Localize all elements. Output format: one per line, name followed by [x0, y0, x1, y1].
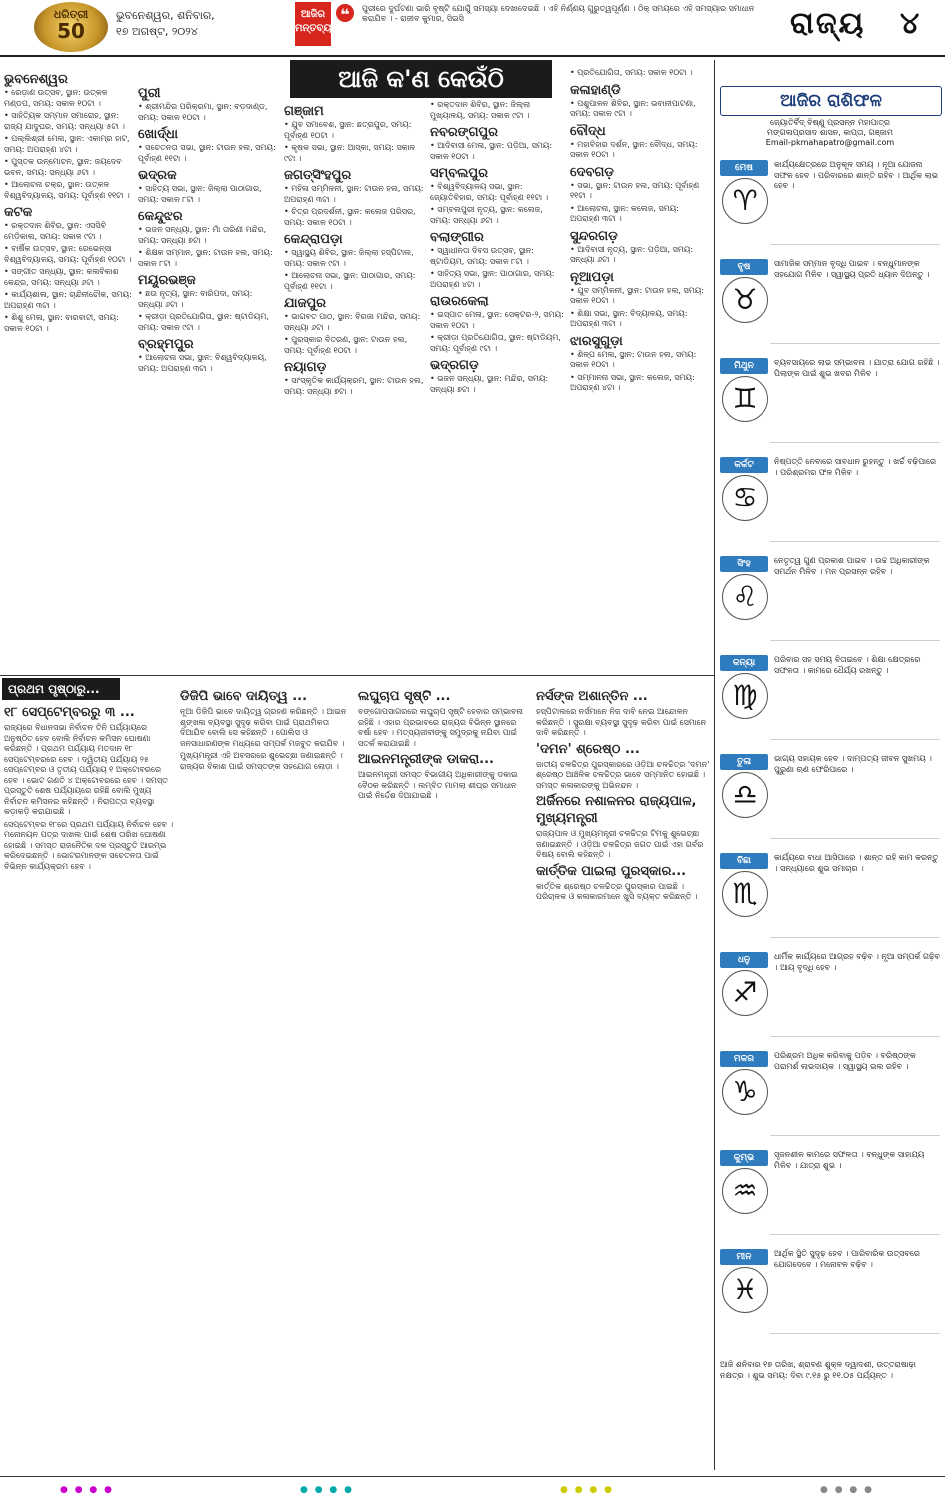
story-body: ରାଜ୍ୟପାଳ ଓ ମୁଖ୍ୟମନ୍ତ୍ରୀ ଚଳଚ୍ଚିତ୍ର ଟିମକୁ ଶୁଭେଚ୍ଛା ଜଣାଇଛନ୍ତି । ଓଡ଼ିଆ ଚଳଚ୍ଚିତ୍ର ଜଗତ ପାଇଁ ଏହା ଗର୍ବର ବିଷୟ ବୋଲି କହିଛନ୍ତି । — [536, 829, 704, 859]
rashi-divider — [770, 937, 940, 938]
rashi-text: ଭାଗ୍ୟ ସହାୟକ ହେବ । ଦାମ୍ପତ୍ୟ ଜୀବନ ସୁଖମୟ । ପୁରୁଣା ଋଣ ଫେରିପାରେ । — [774, 754, 932, 774]
city-heading: ସମ୍ବଲପୁର — [430, 166, 488, 181]
rashi-divider — [770, 640, 940, 641]
masthead — [0, 0, 945, 57]
city-heading: କେନ୍ଦ୍ରାପଡ଼ା — [284, 232, 343, 247]
rashi-divider — [770, 1333, 940, 1334]
event-item: • ମହାବିହାର ଦର୍ଶନ, ସ୍ଥାନ: ବୌଦ୍ଧ, ସମୟ: ସକାଳ ୧୦ଟା । — [570, 139, 698, 159]
rashi-entry — [720, 160, 940, 245]
rashi-name: ମୀନ — [720, 1249, 768, 1265]
event-item: • କ୍ରୀଡ଼ା ପ୍ରତିଯୋଗିତା, ସ୍ଥାନ: ଷ୍ଟାଡିୟମ, ସମୟ: ପୂର୍ବାହ୍ଣ ୯ଟା । — [430, 333, 561, 353]
rashi-entry — [720, 556, 940, 641]
city-heading: ବ୍ରହ୍ମପୁର — [138, 337, 194, 352]
rashi-name: ବିଛା — [720, 853, 768, 869]
city-heading: ବଲାଙ୍ଗୀର — [430, 230, 484, 245]
quote-icon: ❝ — [336, 4, 354, 22]
rashi-entry — [720, 1249, 940, 1334]
registration-dots: ● ● ● ● — [820, 1485, 874, 1495]
rashi-entry — [720, 853, 940, 938]
panchang-text: ଆଜି ଶନିବାର ୧୭ ତାରିଖ, ଶ୍ରାବଣ ଶୁକ୍ଳ ଦ୍ୱାଦଶୀ, ଉତ୍ତରାଷାଢ଼ା ନକ୍ଷତ୍ର । ଶୁଭ ସମୟ: ଦିବା ୯.୧୫ ରୁ ୧୧.୦୫ ପର୍ଯ୍ୟନ୍ତ । — [720, 1360, 916, 1380]
newspaper-logo — [34, 2, 108, 52]
rashi-entry — [720, 754, 940, 839]
rashi-divider — [770, 541, 940, 542]
rashi-entry — [720, 358, 940, 443]
rashi-name: ମକର — [720, 1051, 768, 1067]
event-item: • ମହିଳା ସମ୍ମିଳନୀ, ସ୍ଥାନ: ଟାଉନ ହଲ, ସମୟ: ଅପରାହ୍ଣ ୩ଟା । — [284, 184, 424, 204]
event-item: • କାର୍ଯ୍ୟଶାଳା, ସ୍ଥାନ: ଚାନ୍ଦିନୀଚୌକ, ସମୟ: ଅପରାହ୍ଣ ୩ଟା । — [4, 290, 132, 310]
event-item: • ପଶୁପାଳନ ଶିବିର, ସ୍ଥାନ: ଭବାନୀପାଟଣା, ସମୟ: ସକାଳ ୯ଟା । — [570, 98, 696, 118]
story-title: ଡିଜିପି ଭାବେ ଦାୟିତ୍ୱ ... — [180, 689, 308, 704]
page-footer — [0, 1476, 945, 1498]
rashi-text: କାର୍ଯ୍ୟରେ ବାଧା ଆସିପାରେ । ଶାନ୍ତ ରହି କାମ କରନ୍ତୁ । ସନ୍ଧ୍ୟାରେ ଶୁଭ ସମାଚାର । — [774, 853, 939, 873]
city-heading: ଗଞ୍ଜାମ — [284, 104, 324, 119]
front-page-continued-label: ପ୍ରଥମ ପୃଷ୍ଠାରୁ... — [2, 678, 120, 700]
story-body: ନୂଆ ଡିଜିପି ଭାବେ ଦାୟିତ୍ୱ ଗ୍ରହଣ କରିଛନ୍ତି । ଆଇନ ଶୃଙ୍ଖଳା ବ୍ୟବସ୍ଥା ସୁଦୃଢ଼ କରିବା ପାଇଁ ପ୍ରାଥମିକତା ଦିଆଯିବ ବୋଲି ସେ କହିଛନ୍ତି । ପୋଲିସ ଓ ଜନସାଧାରଣଙ୍କ ମଧ୍ୟରେ ସମ୍ପର୍କ ମଜବୁତ କରାଯିବ । — [180, 707, 347, 748]
daily-quote: ପୁରୀରେ ଦୁର୍ଘଟଣା ଭାରି ବୃଷ୍ଟି ଯୋଗୁଁ ସମସ୍ୟା ଦେଖାଦେଇଛି । ଏହି ନିର୍ଣ୍ଣୟ ଗୁରୁତ୍ୱପୂର୍ଣ୍ଣ । ଠିକ୍ ସମୟରେ ଏହି ସମସ୍ୟାର ସମାଧାନ କରାଯିବ । - ରାଜୀବ କୁମାର, ସିଇସି — [362, 4, 755, 23]
story-body: କାର୍ତ୍ତିକ ଶ୍ରେଷ୍ଠ ଚଳଚ୍ଚିତ୍ର ପୁରସ୍କାର ପାଇଛି । ପରିଚାଳକ ଓ କଳାକାରମାନେ ଖୁସି ବ୍ୟକ୍ତ କରିଛନ୍ତି । — [536, 881, 698, 901]
event-item: • ବିଶ୍ୱବିଦ୍ୟାଳୟ ସଭା, ସ୍ଥାନ: ଜ୍ୟୋତିବିହାର, ସମୟ: ପୂର୍ବାହ୍ଣ ୧୧ଟା । — [430, 182, 549, 202]
zodiac-icon: ♒ — [722, 1168, 768, 1214]
event-item: • ଆଦିବାସୀ ନୃତ୍ୟ, ସ୍ଥାନ: ପଡ଼ିଆ, ସମୟ: ସନ୍ଧ୍ୟା ୬ଟା । — [570, 244, 694, 264]
rashi-entry — [720, 952, 940, 1037]
zodiac-icon: ♐ — [722, 970, 768, 1016]
story-title: ନର୍ସଙ୍କ ଅଶାନ୍ତିନ ... — [536, 689, 648, 704]
story-title: ଆଇନମନ୍ତ୍ରୀଙ୍କ ଡାକରା... — [358, 752, 494, 767]
event-item: • ରକ୍ତଦାନ ଶିବିର, ସ୍ଥାନ: ଜିଲ୍ଲା ମୁଖ୍ୟାଳୟ, ସମୟ: ସକାଳ ୯ଟା । — [430, 100, 531, 120]
rashi-text: ସାମାଜିକ ସମ୍ମାନ ବୃଦ୍ଧି ପାଇବ । ବନ୍ଧୁମାନଙ୍କ ସହଯୋଗ ମିଳିବ । ସ୍ୱାସ୍ଥ୍ୟ ପ୍ରତି ଧ୍ୟାନ ଦିଅନ୍ତୁ । — [774, 259, 930, 279]
rashi-entry — [720, 259, 940, 344]
rashi-divider — [770, 1135, 940, 1136]
event-item: • ସଭା, ସ୍ଥାନ: ଟାଉନ ହଲ, ସମୟ: ପୂର୍ବାହ୍ଣ ୧୧ଟା । — [570, 180, 700, 200]
story-title: ଲଘୁଚାପ ସୃଷ୍ଟି ... — [358, 689, 451, 704]
story-body: ବଙ୍ଗୋପସାଗରରେ ଲଘୁଚାପ ସୃଷ୍ଟି ହେବାର ସମ୍ଭାବନା ରହିଛି । ଏହାର ପ୍ରଭାବରେ ରାଜ୍ୟର ବିଭିନ୍ନ ସ୍ଥାନରେ ବର୍ଷା ହେବ । ମତ୍ସ୍ୟଜୀବୀଙ୍କୁ ସମୁଦ୍ରକୁ ନଯିବା ପାଇଁ ସତର୍କ କରାଯାଇଛି । — [358, 707, 523, 748]
event-item: • ଛଉ ନୃତ୍ୟ, ସ୍ଥାନ: ବାରିପଦା, ସମୟ: ସନ୍ଧ୍ୟା ୬ଟା । — [138, 289, 253, 309]
events-column-4 — [430, 100, 564, 672]
front-column-2 — [180, 686, 352, 1472]
event-item: • ପୁରସ୍କାର ବିତରଣ, ସ୍ଥାନ: ଟାଉନ ହଲ, ସମୟ: ପୂର୍ବାହ୍ଣ ୧୦ଟା । — [284, 335, 408, 355]
dateline — [116, 8, 215, 40]
rashi-name: ସିଂହ — [720, 556, 768, 572]
registration-dots: ● ● ● ● — [300, 1485, 354, 1495]
section-rule — [0, 675, 714, 676]
city-heading: ନୟାଗଡ଼ — [284, 360, 327, 375]
event-item: • ସାହିତ୍ୟ ସଭା, ସ୍ଥାନ: ଜିଲ୍ଲା ପାଠାଗାର, ସମୟ: ସକାଳ ୮ଟା । — [138, 184, 262, 204]
city-heading: ଭୁବନେଶ୍ୱର — [4, 72, 68, 87]
zodiac-icon: ♏ — [722, 871, 768, 917]
column-rule — [714, 60, 715, 1470]
event-item: • ଆଲୋଚନା, ସ୍ଥାନ: କଲେଜ, ସମୟ: ଅପରାହ୍ଣ ୩ଟା । — [570, 203, 679, 223]
events-column-3 — [284, 100, 424, 672]
event-item: • ଆଲୋଚନା ସଭା, ସ୍ଥାନ: ପାଠାଗାର, ସମୟ: ପୂର୍ବାହ୍ଣ ୧୧ଟା । — [284, 271, 416, 291]
event-item: • ଆଲୋଚନା ସଭା, ସ୍ଥାନ: ବିଶ୍ୱବିଦ୍ୟାଳୟ, ସମୟ: ଅପରାହ୍ଣ ୩ଟା । — [138, 353, 267, 373]
zodiac-icon: ♉ — [722, 277, 768, 323]
event-item: • ଚିତ୍ର ପ୍ରଦର୍ଶନୀ, ସ୍ଥାନ: କଲେଜ ପରିସର, ସମୟ: ସକାଳ ୧୦ଟା । — [284, 207, 416, 227]
event-item: • ସମ୍ବଲପୁରୀ ନୃତ୍ୟ, ସ୍ଥାନ: କଲେଜ, ସମୟ: ସନ୍ଧ୍ୟା ୬ଟା । — [430, 205, 543, 225]
front-column-4 — [536, 686, 710, 1472]
event-item: • ସାହିତ୍ୟିକ ସମ୍ମାନ ସମାରୋହ, ସ୍ଥାନ: ରାଜ୍ୟ ଯାଦୁଘର, ସମୟ: ସନ୍ଧ୍ୟା ୫ଟା । — [4, 111, 125, 131]
rashi-text: କାର୍ଯ୍ୟକ୍ଷେତ୍ରରେ ଅନୁକୂଳ ସମୟ । ନୂଆ ଯୋଜନା ସଫଳ ହେବ । ପରିବାରରେ ଶାନ୍ତି ରହିବ । ଆର୍ଥିକ ଲାଭ ହେବ । — [774, 160, 939, 190]
zodiac-icon: ♑ — [722, 1069, 768, 1115]
events-banner: ଆଜି କ'ଣ କେଉଁଠି — [290, 60, 552, 98]
rashi-text: ନିଷ୍ପତ୍ତି ନେବାରେ ସାବଧାନ ରୁହନ୍ତୁ । ଖର୍ଚ୍ଚ ବଢ଼ିପାରେ । ପରିଶ୍ରମର ଫଳ ମିଳିବ । — [774, 457, 937, 477]
city-heading: ଭଦ୍ରଗଡ଼ — [430, 358, 479, 373]
rashi-name: ତୁଳା — [720, 754, 768, 770]
events-column-5 — [570, 68, 710, 673]
astrologer-name: ଜ୍ୟୋତିର୍ବିଦ୍ ବିଷ୍ଣୁ ପ୍ରସନ୍ନ ମହାପାତ୍ର — [770, 118, 890, 127]
rashi-entry — [720, 655, 940, 740]
zodiac-icon: ♎ — [722, 772, 768, 818]
event-item: • କ୍ରୀଡ଼ା ପ୍ରତିଯୋଗିତା, ସ୍ଥାନ: ଷ୍ଟାଡିୟମ, ସମୟ: ସକାଳ ୯ଟା । — [138, 312, 269, 332]
story-body: ରାଜ୍ୟରେ ବିଧାନସଭା ନିର୍ବାଚନ ତିନି ପର୍ଯ୍ୟାୟରେ ଅନୁଷ୍ଠିତ ହେବ ବୋଲି ନିର୍ବାଚନ କମିସନ ଘୋଷଣା କରିଛନ୍ତି । ପ୍ରଥମ ପର୍ଯ୍ୟାୟ ମତଦାନ ୧୮ ସେପ୍ଟେମ୍ବରରେ ହେବ । ଦ୍ୱିତୀୟ ପର୍ଯ୍ୟାୟ ୨୫ ସେପ୍ଟେମ୍ବର ଓ ତୃତୀୟ ପର୍ଯ୍ୟାୟ ୧ ଅକ୍ଟୋବରରେ ହେବ । ଭୋଟ ଗଣତି ୪ ଅକ୍ଟୋବରରେ ହେବ । ସମସ୍ତ ପ୍ରସ୍ତୁତି ଶେଷ ପର୍ଯ୍ୟାୟରେ ରହିଛି ବୋଲି ମୁଖ୍ୟ ନିର୍ବାଚନ କମିସନର କହିଛନ୍ତି । ନିରାପତ୍ତା ବ୍ୟବସ୍ଥା କଡ଼ାକଡ଼ି କରାଯାଇଛି । — [4, 723, 168, 816]
rashi-text: ପରିବାର ସହ ସମୟ ବିତାଇବେ । ଶିକ୍ଷା କ୍ଷେତ୍ରରେ ସଫଳତା । କାମରେ ଧୈର୍ଯ୍ୟ ରଖନ୍ତୁ । — [774, 655, 921, 675]
rashi-divider — [770, 343, 940, 344]
story-title: ୧୮ ସେପ୍ଟେମ୍ବରରୁ ୩ ... — [4, 705, 135, 720]
event-item: • ଶିକ୍ଷକ ସମ୍ମାନ, ସ୍ଥାନ: ଟାଉନ ହଲ, ସମୟ: ସକାଳ ୮ଟା । — [138, 248, 273, 268]
zodiac-icon: ♈ — [722, 178, 768, 224]
zodiac-icon: ♌ — [722, 574, 768, 620]
event-item: • ଶିଶୁ ମେଳା, ସ୍ଥାନ: ବାରବାଟୀ, ସମୟ: ସକାଳ ୧୦ଟା । — [4, 313, 119, 333]
event-item: • ରେଡ଼ାଣ ଉତ୍ସବ, ସ୍ଥାନ: ଉତ୍କଳ ମଣ୍ଡପ, ସମୟ: ସକାଳ ୧୦ଟା । — [4, 88, 108, 108]
rashi-name: କୁମ୍ଭ — [720, 1150, 768, 1166]
rashi-entry — [720, 457, 940, 542]
rashi-text: ପରିଶ୍ରମ ଅଧିକ କରିବାକୁ ପଡ଼ିବ । ବରିଷ୍ଠଙ୍କ ପରାମର୍ଶ ଲାଭଦାୟକ । ସ୍ୱାସ୍ଥ୍ୟ ଭଲ ରହିବ । — [774, 1051, 916, 1071]
zodiac-icon: ♓ — [722, 1267, 768, 1313]
dateline-date: ୧୭ ଅଗଷ୍ଟ, ୨୦୨୪ — [116, 25, 198, 38]
events-column-1 — [4, 68, 132, 673]
city-heading: କଳାହାଣ୍ଡି — [570, 82, 621, 98]
zodiac-icon: ♋ — [722, 475, 768, 521]
rashi-name: ମେଷ — [720, 160, 768, 176]
zodiac-icon: ♍ — [722, 673, 768, 719]
rashi-divider — [770, 442, 940, 443]
city-heading: ଖୋର୍ଦ୍ଧା — [138, 127, 178, 142]
rashi-name: କର୍କଟ — [720, 457, 768, 473]
astrologer-email: Email-pkmahapatro@gmail.com — [765, 138, 895, 147]
event-item: • ଯୁବ ସମାବେଶ, ସ୍ଥାନ: ଛତ୍ରପୁର, ସମୟ: ପୂର୍ବାହ୍ଣ ୧୦ଟା । — [284, 120, 412, 140]
event-item: • ଯୁବ ସମ୍ମିଳନୀ, ସ୍ଥାନ: ଟାଉନ ହଲ, ସମୟ: ସକାଳ ୧୦ଟା । — [570, 285, 704, 305]
story-title: କାର୍ତ୍ତିକ ପାଇଲା ପୁରସ୍କାର... — [536, 863, 687, 879]
event-item: • ଭଜନ ସନ୍ଧ୍ୟା, ସ୍ଥାନ: ମାଁ ତାରିଣୀ ମନ୍ଦିର, ସମୟ: ସନ୍ଧ୍ୟା ୭ଟା । — [138, 225, 267, 245]
city-heading: ନବରଙ୍ଗପୁର — [430, 125, 499, 140]
page-number: ୪ — [900, 6, 920, 41]
event-item: • ସ୍ୱାସ୍ଥ୍ୟ ଶିବିର, ସ୍ଥାନ: ଜିଲ୍ଲା ହସ୍ପିଟାଲ, ସମୟ: ସକାଳ ୯ଟା । — [284, 248, 414, 268]
event-item: • ପଲ୍ଲିଶ୍ରୀ ମେଳା, ସ୍ଥାନ: ଏକାମ୍ର ହାଟ, ସମୟ: ଅପରାହ୍ଣ ୪ଟା । — [4, 134, 130, 154]
city-heading: ଦେବଗଡ଼ — [570, 164, 614, 180]
city-heading: ସୁନ୍ଦରଗଡ଼ — [570, 228, 618, 244]
city-heading: ଜଗତ୍‌ସିଂହପୁର — [284, 168, 352, 183]
city-heading: ପୁରୀ — [138, 86, 161, 101]
rashi-name: କନ୍ୟା — [720, 655, 768, 671]
city-heading: ଭଦ୍ରକ — [138, 168, 177, 183]
logo-years: 50 — [57, 19, 85, 43]
story-body: ମୁଖ୍ୟମନ୍ତ୍ରୀ ଏହି ଅବସରରେ ଶୁଭେଚ୍ଛା ଜଣାଇଛନ୍ତି । ରାଜ୍ୟର ବିକାଶ ପାଇଁ ସମସ୍ତଙ୍କ ସହଯୋଗ ଲୋଡ଼ା । — [180, 751, 343, 771]
registration-dots: ● ● ● ● — [60, 1485, 114, 1495]
astrologer-address: ମଙ୍ଗଳାପ୍ରସାଦ ଶାସନ, କାପ୍ତା, ଗଞ୍ଜାମ — [767, 128, 893, 137]
rashi-divider — [770, 838, 940, 839]
rashi-divider — [770, 1234, 940, 1235]
city-heading: ଯାଜପୁର — [284, 296, 327, 311]
story-body: ଜାତୀୟ ଚଳଚ୍ଚିତ୍ର ପୁରସ୍କାରରେ ଓଡ଼ିଆ ଚଳଚ୍ଚିତ୍ର 'ଦମନ' ଶ୍ରେଷ୍ଠ ଆଞ୍ଚଳିକ ଚଳଚ୍ଚିତ୍ର ଭାବେ ସମ୍ମାନିତ ହୋଇଛି । ସମସ୍ତ କଳାକାରଙ୍କୁ ଅଭିନନ୍ଦନ । — [536, 759, 710, 790]
rashi-entry — [720, 1150, 940, 1235]
story-title: ଅର୍ଜିନରେ ନଶାଳନର ରାଜ୍ୟପାଳ, ମୁଖ୍ୟମନ୍ତ୍ରୀ — [536, 794, 697, 826]
city-heading: କେନ୍ଦୁଝର — [138, 209, 183, 224]
story-body: ହସ୍ପିଟାଲରେ ନର୍ସମାନେ ନିଜ ଦାବି ନେଇ ଆନ୍ଦୋଳନ କରିଛନ୍ତି । ସୁରକ୍ଷା ବ୍ୟବସ୍ଥା ସୁଦୃଢ଼ କରିବା ପାଇଁ ସେମାନେ ଦାବି କରିଛନ୍ତି । — [536, 707, 707, 737]
event-item: • ବାର୍ଷିକ ଉତ୍ସବ, ସ୍ଥାନ: ରେଭେନ୍ସା ବିଶ୍ୱବିଦ୍ୟାଳୟ, ସମୟ: ପୂର୍ବାହ୍ଣ ୧୦ଟା । — [4, 244, 132, 264]
event-item: • ଆଲୋଚନା ଚକ୍ର, ସ୍ଥାନ: ଉତ୍କଳ ବିଶ୍ୱବିଦ୍ୟାଳୟ, ସମୟ: ପୂର୍ବାହ୍ଣ ୧୧ଟା । — [4, 180, 130, 200]
event-item: • ଇସ୍ପାତ ମେଳା, ସ୍ଥାନ: ସେକ୍ଟର-୨, ସମୟ: ସକାଳ ୧୦ଟା । — [430, 310, 564, 330]
event-item: • ଆଦିବାସୀ ମେଳା, ସ୍ଥାନ: ପଡ଼ିଆ, ସମୟ: ସକାଳ ୧୦ଟା । — [430, 141, 553, 161]
city-heading: ମୟୂରଭଞ୍ଜ — [138, 273, 196, 288]
event-item: • ସଚେତନତା ସଭା, ସ୍ଥାନ: ଟାଉନ ହଲ, ସମୟ: ପୂର୍ବାହ୍ଣ ୧୧ଟା । — [138, 143, 276, 163]
rashi-divider — [770, 1036, 940, 1037]
front-column-3 — [358, 686, 530, 1472]
event-item: • ଶିଳ୍ପ ମେଳା, ସ୍ଥାନ: ଟାଉନ ହଲ, ସମୟ: ସକାଳ ୧୦ଟା । — [570, 349, 697, 369]
front-column-1 — [4, 702, 174, 1472]
event-item: • ପ୍ରତିଯୋଗିତା, ସମୟ: ସକାଳ ୧୦ଟା । — [570, 68, 693, 77]
event-item: • ସମ୍ମାନନା ସଭା, ସ୍ଥାନ: କଲେଜ, ସମୟ: ଅପରାହ୍ଣ ୪ଟା । — [570, 372, 695, 392]
registration-dots: ● ● ● ● — [560, 1485, 614, 1495]
event-item: • ଭଜନ ସନ୍ଧ୍ୟା, ସ୍ଥାନ: ମନ୍ଦିର, ସମୟ: ସନ୍ଧ୍ୟା ୭ଟା । — [430, 374, 549, 394]
rashi-text: ସୃଜନଶୀଳ କାମରେ ସଫଳତା । ବନ୍ଧୁଙ୍କ ସାହାଯ୍ୟ ମିଳିବ । ଯାତ୍ରା ଶୁଭ । — [774, 1150, 925, 1170]
event-item: • ସ୍ୱାଧୀନତା ଦିବସ ଉତ୍ସବ, ସ୍ଥାନ: ଷ୍ଟାଡିୟମ, ସମୟ: ସକାଳ ୮ଟା । — [430, 246, 534, 266]
events-column-2 — [138, 82, 276, 672]
rashi-name: ବୃଷ — [720, 259, 768, 275]
azira-mantabya-label: ଆଜିର ମନ୍ତବ୍ୟ — [295, 2, 331, 46]
rashi-text: ବ୍ୟବସାୟରେ ଲାଭ ସମ୍ଭାବନା । ଯାତ୍ରା ଯୋଗ ରହିଛି । ପିଲାଙ୍କ ପାଇଁ ଶୁଭ ଖବର ମିଳିବ । — [774, 358, 940, 378]
story-body: ସେପ୍ଟେମ୍ବର ୧୮ରେ ପ୍ରଥମ ପର୍ଯ୍ୟାୟ ନିର୍ବାଚନ ହେବ । ମନୋନୟନ ପତ୍ର ଦାଖଲ ପାଇଁ ଶେଷ ତାରିଖ ଘୋଷଣା ହୋଇଛି । ସମସ୍ତ ରାଜନୈତିକ ଦଳ ପ୍ରସ୍ତୁତି ଆରମ୍ଭ କରିଦେଇଛନ୍ତି । ଭୋଟରମାନଙ୍କ ସଚେତନତା ପାଇଁ ବିଭିନ୍ନ କାର୍ଯ୍ୟକ୍ରମ ହେବ । — [4, 819, 174, 871]
city-heading: ନୂଆପଡ଼ା — [570, 269, 614, 285]
rashi-name: ଧନୁ — [720, 952, 768, 968]
story-title: 'ଦମନ' ଶ୍ରେଷ୍ଠ ... — [536, 741, 640, 757]
rashi-entry — [720, 1051, 940, 1136]
rashi-text: ନେତୃତ୍ୱ ଗୁଣ ପ୍ରକାଶ ପାଇବ । ଉଚ୍ଚ ଅଧିକାରୀଙ୍କ ସମର୍ଥନ ମିଳିବ । ମନ ପ୍ରସନ୍ନ ରହିବ । — [774, 556, 930, 576]
city-heading: ରାଉରକେଲା — [430, 294, 489, 309]
dateline-place-day: ଭୁବନେଶ୍ୱର, ଶନିବାର, — [116, 9, 215, 22]
event-item: • ସାଂସ୍କୃତିକ କାର୍ଯ୍ୟକ୍ରମ, ସ୍ଥାନ: ଟାଉନ ହଲ, ସମୟ: ସନ୍ଧ୍ୟା ୭ଟା । — [284, 376, 424, 396]
astrologer-info — [720, 118, 940, 148]
rashi-divider — [770, 244, 940, 245]
zodiac-icon: ♊ — [722, 376, 768, 422]
city-heading: କଟକ — [4, 205, 33, 220]
event-item: • କୃଷକ ସଭା, ସ୍ଥାନ: ଆସ୍କା, ସମୟ: ସକାଳ ୯ଟା । — [284, 143, 416, 163]
story-body: ଆଇନମନ୍ତ୍ରୀ ସମସ୍ତ ବିଭାଗୀୟ ଅଧିକାରୀଙ୍କୁ ଡକାଇ ବୈଠକ କରିଛନ୍ତି । ଲମ୍ବିତ ମାମଲା ଶୀଘ୍ର ସମାଧାନ ପାଇଁ ନିର୍ଦ୍ଦେଶ ଦିଆଯାଇଛି । — [358, 770, 518, 800]
rashi-text: ଧାର୍ମିକ କାର୍ଯ୍ୟରେ ଆଗ୍ରହ ବଢ଼ିବ । ନୂଆ ସମ୍ପର୍କ ଗଢ଼ିବ । ଆୟ ବୃଦ୍ଧି ହେବ । — [774, 952, 940, 972]
city-heading: ବୌଦ୍ଧ — [570, 123, 606, 139]
section-title: ରାଜ୍ୟ — [790, 6, 866, 41]
event-item: • ଭାଗବତ ପାଠ, ସ୍ଥାନ: ବିରଜା ମନ୍ଦିର, ସମୟ: ସନ୍ଧ୍ୟା ୬ଟା । — [284, 312, 421, 332]
event-item: • ପୁସ୍ତକ ଉନ୍ମୋଚନ, ସ୍ଥାନ: ଜୟଦେବ ଭବନ, ସମୟ: ସନ୍ଧ୍ୟା ୬ଟା । — [4, 157, 122, 177]
rashi-name: ମିଥୁନ — [720, 358, 768, 374]
rashifal-title: ଆଜିର ରାଶିଫଳ — [720, 86, 942, 116]
event-item: • ଶିକ୍ଷା ସଭା, ସ୍ଥାନ: ବିଦ୍ୟାଳୟ, ସମୟ: ଅପରାହ୍ଣ ୩ଟା । — [570, 308, 688, 328]
city-heading: ଝାରସୁଗୁଡ଼ା — [570, 333, 623, 349]
event-item: • ଶ୍ରୀମନ୍ଦିର ପରିକ୍ରମା, ସ୍ଥାନ: ବଡ଼ଦାଣ୍ଡ, ସମୟ: ସକାଳ ୧୦ଟା । — [138, 102, 268, 122]
event-item: • ସାହିତ୍ୟ ସଭା, ସ୍ଥାନ: ପାଠାଗାର, ସମୟ: ଅପରାହ୍ଣ ୪ଟା । — [430, 269, 555, 289]
event-item: • ରକ୍ତଦାନ ଶିବିର, ସ୍ଥାନ: ଏସସିବି ମେଡ଼ିକାଲ, ସମୟ: ସକାଳ ୯ଟା । — [4, 221, 107, 241]
rashi-divider — [770, 739, 940, 740]
logo-title: ଧରିତ୍ରୀ — [53, 8, 89, 21]
rashi-text: ଆର୍ଥିକ ସ୍ଥିତି ସୁଦୃଢ଼ ହେବ । ପାରିବାରିକ ଉତ୍ସବରେ ଯୋଗଦେବେ । ମନୋବଳ ବଢ଼ିବ । — [774, 1249, 920, 1269]
event-item: • ସଙ୍ଗୀତ ସନ୍ଧ୍ୟା, ସ୍ଥାନ: କଳାବିକାଶ କେନ୍ଦ୍ର, ସମୟ: ସନ୍ଧ୍ୟା ୬ଟା । — [4, 267, 119, 287]
